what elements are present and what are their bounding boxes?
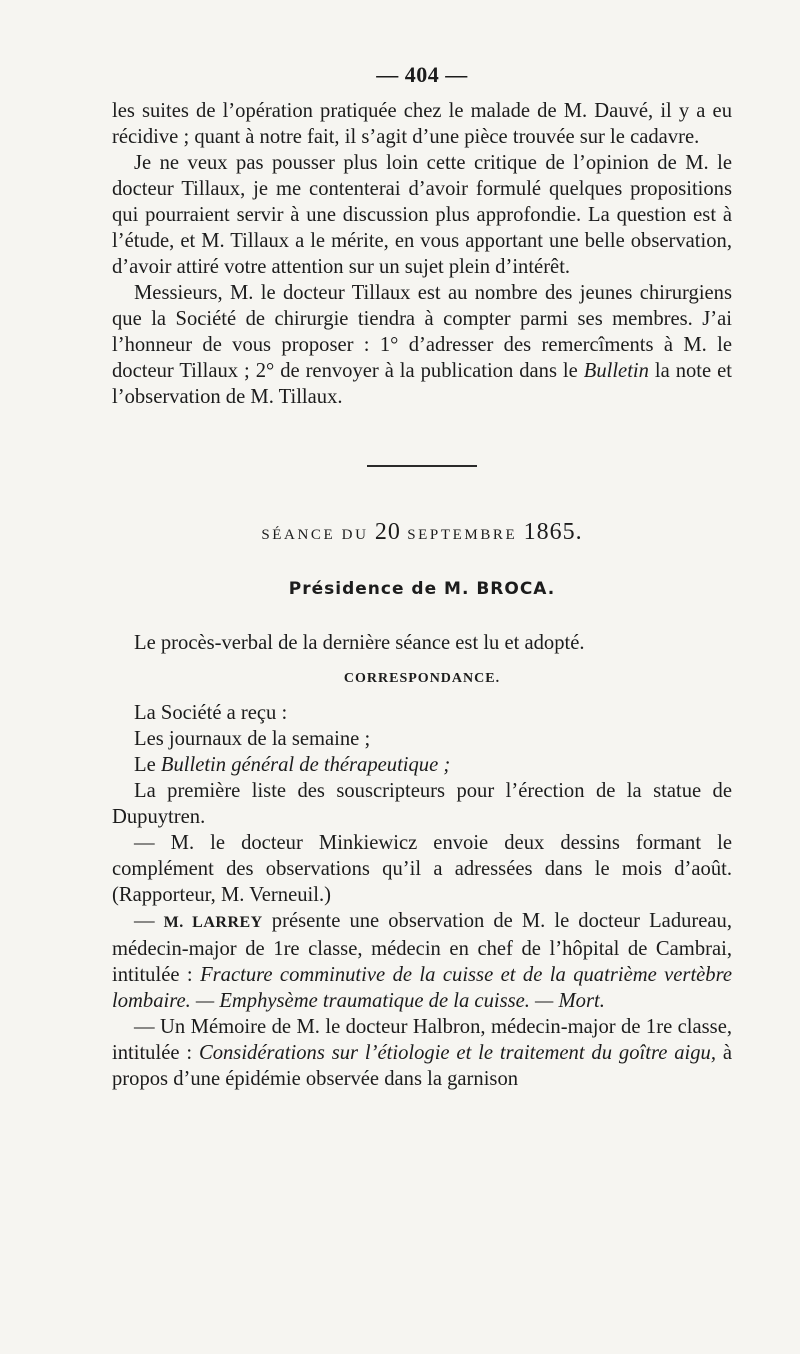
larrey-prefix: — <box>134 910 164 932</box>
larrey-name: M. LARREY <box>163 914 263 931</box>
halbron-text: — Un Mémoire de M. le docteur Halbron, médecin-major de 1re classe, intitulée : <box>112 1016 732 1064</box>
correspondance-journaux: Les journaux de la semaine ; <box>134 728 371 750</box>
bulletin-title: Bulletin général de thérapeutique ; <box>160 754 451 776</box>
correspondance-minkiewicz: — M. le docteur Minkiewicz envoie deux dessins formant le complément des observations qu’il a adressées dans le mois d’août. (Rapporteur, M. Verneuil.) <box>112 832 732 906</box>
seance-prefix: SÉANCE DU <box>261 527 375 543</box>
correspondance-liste: La première liste des souscripteurs pour l’érection de la statue de Dupuytren. <box>112 780 732 828</box>
messieurs-text-2: la note et l’observation de M. Tillaux. <box>112 360 732 408</box>
correspondance-larrey <box>112 908 732 1014</box>
presidence-heading: Présidence de M. BROCA. <box>288 579 556 599</box>
correspondance-bulletin <box>112 752 732 778</box>
halbron-end: à propos d’une épidémie observée dans la garnison <box>112 1042 732 1090</box>
larrey-title: Fracture comminutive de la cuisse et de la quatrième vertèbre lombaire. — Emphysème traumatique de la cuisse. — Mort. <box>112 964 732 1012</box>
seance-year: 1865. <box>523 519 583 545</box>
paragraph-suites: les suites de l’opération pratiquée chez le malade de M. Dauvé, il y a eu récidive ; quant à notre fait, il s’agit d’une pièce trouvée sur le cadavre. <box>112 100 732 148</box>
correspondance-heading: CORRESPONDANCE. <box>343 671 501 686</box>
bulletin-prefix: Le <box>134 754 161 776</box>
halbron-title: Considérations sur l’étiologie et le traitement du goître aigu, <box>198 1042 716 1064</box>
seance-day: 20 <box>374 519 401 545</box>
seance-month: SEPTEMBRE <box>400 527 524 543</box>
section-divider <box>367 465 477 467</box>
paragraph-critique: Je ne veux pas pousser plus loin cette critique de l’opinion de M. le docteur Tillaux, je me contenterai d’avoir formulé quelques propositions qui pourraient servir à une discussion plus approfondie. La question est à l’étude, et M. Tillaux a le mérite, en vous apportant une belle observation, d’avoir attiré votre attention sur un sujet plein d’intérêt. <box>112 152 732 278</box>
paragraph-messieurs <box>112 280 732 410</box>
seance-title <box>112 519 732 548</box>
spacer <box>112 602 732 630</box>
larrey-text: présente une observation de M. le docteur Ladureau, médecin-major de 1re classe, médecin en chef de l’hôpital de Cambrai, intitulée : <box>112 910 732 986</box>
document-page <box>112 62 732 1092</box>
proces-verbal: Le procès-verbal de la dernière séance est lu et adopté. <box>134 632 585 654</box>
messieurs-text-1: Messieurs, M. le docteur Tillaux est au nombre des jeunes chirurgiens que la Société de chirurgie tiendra à compter parmi ses membres. J’ai l’honneur de vous proposer : 1° d’adresser des remercîments à M. le docteur Tillaux ; 2° de renvoyer à la publication dans le <box>112 282 732 382</box>
correspondance-halbron <box>112 1014 732 1092</box>
correspondance-recu: La Société a reçu : <box>134 702 288 724</box>
messieurs-bulletin-italic: Bulletin <box>583 360 649 382</box>
page-number: — 404 — <box>376 62 468 87</box>
